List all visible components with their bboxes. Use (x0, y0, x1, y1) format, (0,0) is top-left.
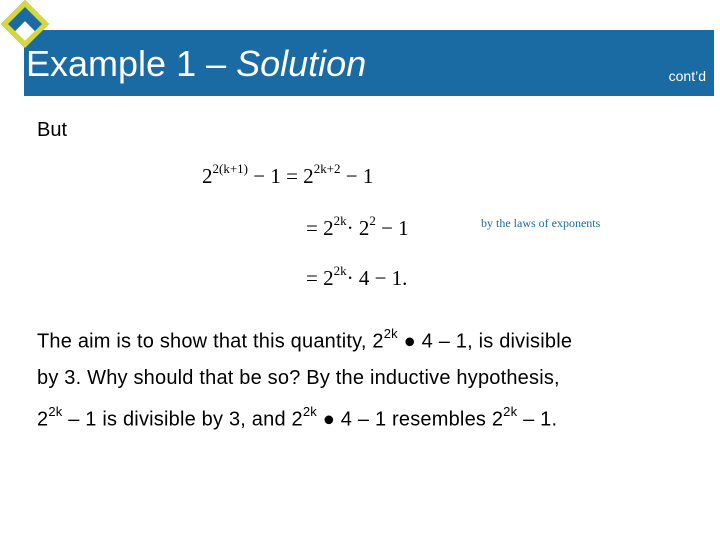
equation-line-3: = $2^{2k}\cdot 4 - 1$. (306, 263, 408, 290)
equation-note: by the laws of exponents (481, 216, 601, 230)
equation-line-2: = $2^{2k}\cdot 2^2 - 1$ (306, 213, 409, 240)
paragraph-line-1: The aim is to show that this quantity, $2^{2k}$ ● 4 – 1, is divisible (37, 326, 573, 353)
explanation-paragraph (37, 318, 697, 437)
intro-text: But (37, 119, 68, 141)
paragraph-line-2: by 3. Why should that be so? By the inductive hypothesis, (37, 366, 560, 389)
title-main: Example 1 – (26, 43, 227, 84)
contd-label: cont’d (668, 68, 706, 84)
title-italic: Solution (236, 43, 367, 84)
equation-line-1: $2^{2(k+1)} - 1 = 2^{2k+2} - 1$ (202, 161, 374, 188)
slide-title (26, 42, 366, 86)
paragraph-line-3: $2^{2k} - 1$ is divisible by 3, and $2^{2k}$ ● 4 – 1 resembles $2^{2k} - 1$. (37, 403, 558, 431)
